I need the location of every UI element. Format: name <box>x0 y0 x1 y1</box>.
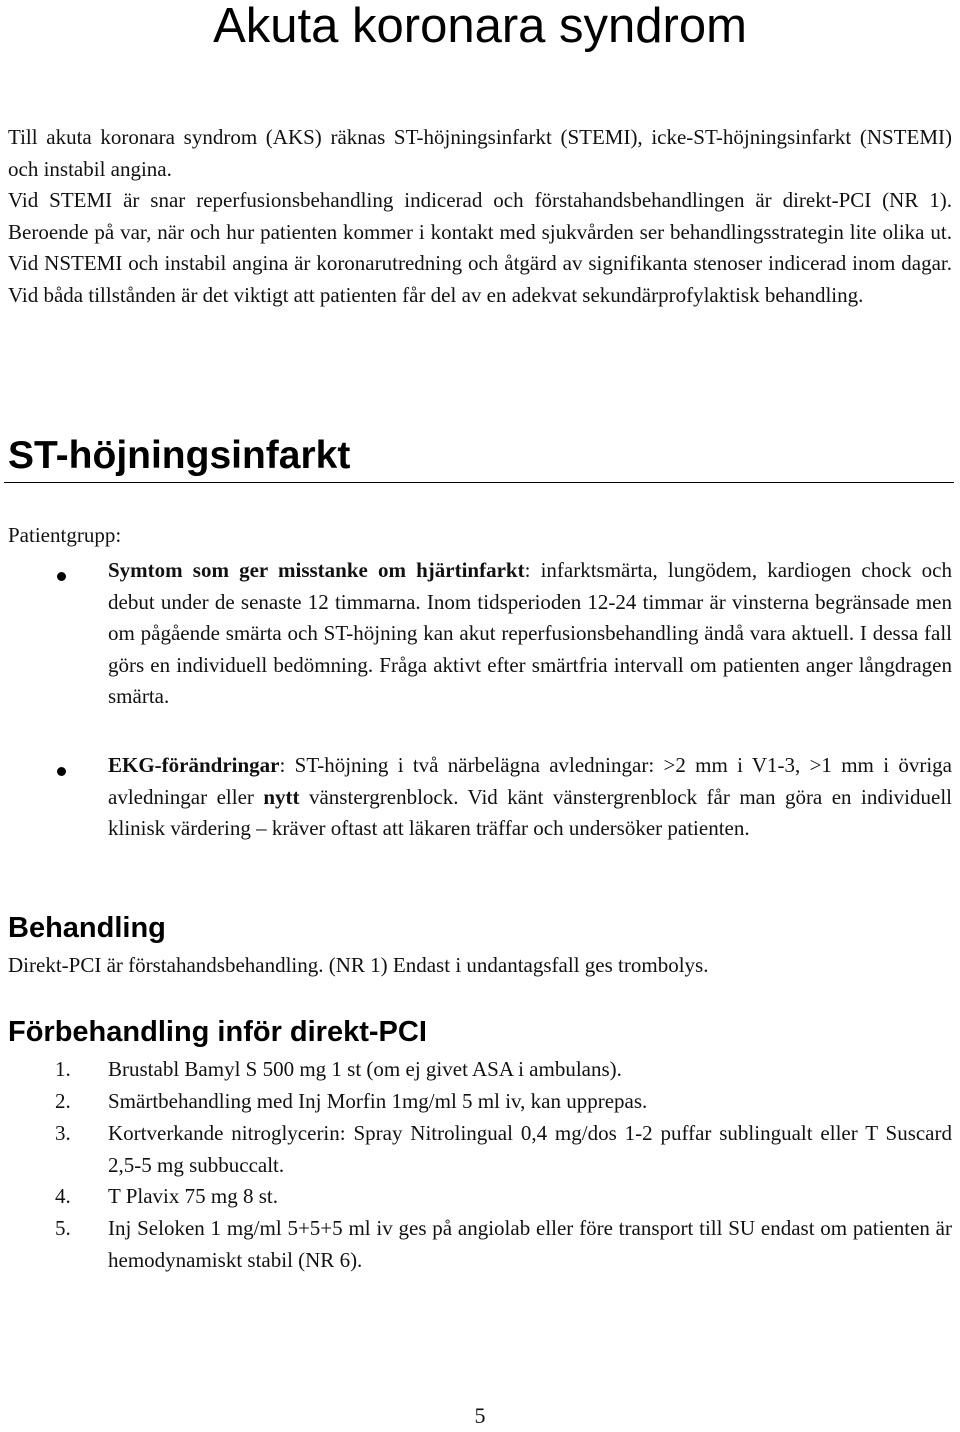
list-item: Smärtbehandling med Inj Morfin 1mg/ml 5 ml iv, kan upprepas. <box>108 1089 648 1113</box>
bullet-ecg-title: EKG-förändringar <box>108 753 280 777</box>
bullet-symptoms-text: : infarktsmärta, lungödem, kardiogen chock och debut under de senaste 12 timmarna. Inom tidsperioden 12-24 timmar är vinsterna begränsade men om pågående smärta och ST-höjning kan akut reperfusionsbehandling ändå vara aktuell. I dessa fall görs en individuell bedömning. Fråga aktivt efter smärtfria intervall om patienten anger långdragen smärta. <box>108 558 952 708</box>
heading-underline <box>4 482 954 483</box>
bullet-symptoms <box>108 555 952 713</box>
bullet-ecg-text-b: vänstergrenblock. Vid känt vänstergrenblock får man göra en individuell klinisk värdering – kräver oftast att läkaren träffar och undersöker patienten. <box>108 784 952 840</box>
bullet-ecg-nytt: nytt <box>263 784 300 809</box>
list-item: Brustabl Bamyl S 500 mg 1 st (om ej givet ASA i ambulans). <box>108 1057 622 1081</box>
intro-paragraph-1: Till akuta koronara syndrom (AKS) räknas ST-höjningsinfarkt (STEMI), icke-ST-höjningsinfarkt (NSTEMI) och instabil angina. <box>8 125 952 181</box>
list-item: T Plavix 75 mg 8 st. <box>108 1184 278 1208</box>
page-title: Akuta koronara syndrom <box>213 0 747 53</box>
list-number: 2. <box>55 1089 71 1113</box>
bullet-ecg-text-a: : ST-höjning i två närbelägna avledningar: >2 mm i V1-3, >1 mm i övriga avledningar eller <box>108 753 952 809</box>
behandling-text: Direkt-PCI är förstahandsbehandling. (NR 1) Endast i undantagsfall ges trombolys. <box>8 953 709 977</box>
intro-paragraph-2: Vid STEMI är snar reperfusionsbehandling indicerad och förstahandsbehandlingen är direkt-PCI (NR 1). Beroende på var, när och hur patienten kommer i kontakt med sjukvården ser behandlingsstrategin lite olika ut. Vid NSTEMI och instabil angina är koronarutredning och åtgärd av signifikanta stenoser indicerad inom dagar. Vid båda tillstånden är det viktigt att patienten får del av en adekvat sekundärprofylaktisk behandling. <box>8 188 952 307</box>
list-number: 5. <box>55 1216 71 1240</box>
page-number: 5 <box>474 1403 486 1428</box>
behandling-heading: Behandling <box>8 912 166 944</box>
list-number: 3. <box>55 1121 71 1145</box>
bullet-dot <box>57 572 66 581</box>
bullet-ecg <box>108 750 952 845</box>
patient-group-label: Patientgrupp: <box>8 523 122 547</box>
bullet-symptoms-title: Symtom som ger misstanke om hjärtinfarkt <box>108 558 525 582</box>
list-item: Inj Seloken 1 mg/ml 5+5+5 ml iv ges på angiolab eller före transport till SU endast om patienten är hemodynamiskt stabil (NR 6). <box>108 1216 952 1272</box>
list-item: Kortverkande nitroglycerin: Spray Nitrolingual 0,4 mg/dos 1-2 puffar sublingualt eller T Suscard 2,5-5 mg subbuccalt. <box>108 1121 952 1177</box>
bullet-dot <box>57 767 66 776</box>
list-number: 1. <box>55 1057 71 1081</box>
forbehandling-heading: Förbehandling inför direkt-PCI <box>8 1016 427 1048</box>
stemi-heading: ST-höjningsinfarkt <box>8 434 351 477</box>
list-number: 4. <box>55 1184 71 1208</box>
